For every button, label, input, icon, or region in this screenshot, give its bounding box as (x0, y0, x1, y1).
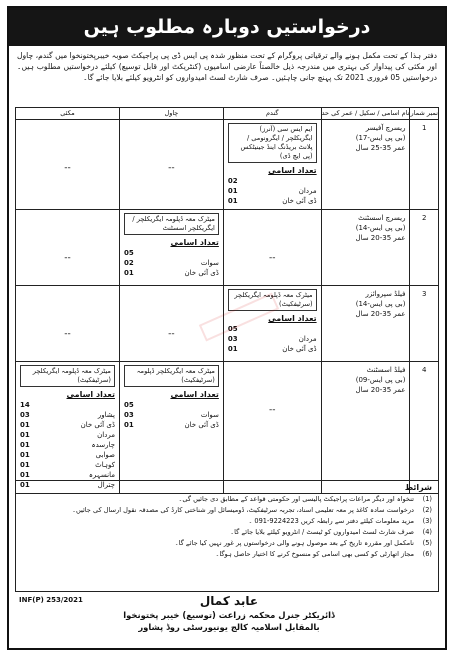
post-details (321, 120, 410, 210)
post-age: عمر 35-20 سال (355, 234, 406, 242)
condition-item (16, 494, 438, 505)
cell-kpk (223, 120, 321, 210)
district-name: صوابی (95, 451, 115, 459)
cell-kpk (223, 362, 321, 494)
condition-text: تنخواہ اور دیگر مراعات پراجیکٹ پالیسی اور حکومتی قواعد کے مطابق دی جائیں گی۔ (178, 495, 414, 503)
seat-count: 03 (123, 411, 134, 419)
condition-text: صرف شارٹ لسٹ امیدواروں کو ٹیسٹ / انٹرویو کیلئے بلایا جائے گا۔ (230, 527, 414, 536)
district-name: ڈی آئی خان (184, 269, 219, 277)
district-seat-row (20, 460, 115, 470)
district-seat-row (20, 410, 115, 420)
district-name: مانسہرہ (88, 471, 115, 479)
seat-count: 01 (227, 187, 238, 195)
seats-label: تعداد اسامی (268, 166, 317, 175)
intro-paragraph: دفتر ہذا کے تحت مکمل ہونے والے ترقیاتی پروگرام کے تحت منظور شدہ پی ایس ڈی پی پراجیکٹ صوبہ خیبرپختونخوا میں گندم، چاول اور مکئی کی پیداوار کی بہتری میں مندرجہ ذیل خالصتاً عارضی اسامیوں (کنٹریکٹ اور قابل توسیع) کیلئے درخواستیں مطلوب ہیں۔ درخواستیں 05 فروری 2021 تک پہنچ جانی چاہئیں۔ صرف شارٹ لسٹ امیدواروں کو انٹرویو کیلئے بلایا جائے گا۔ (17, 51, 437, 83)
condition-number: (2) (422, 505, 432, 514)
condition-text: درخواست سادہ کاغذ پر معہ تعلیمی اسناد، تجربہ سرٹیفکیٹ، ڈومیسائل اور شناختی کارڈ کی مصدقہ نقول ارسال کی جائیں۔ (72, 505, 414, 514)
seat-count: 05 (123, 401, 134, 409)
district-name: چترال (97, 481, 115, 489)
post-title: ریسرچ اسسٹنٹ (358, 214, 406, 222)
empty-cell-dash: -- (64, 329, 71, 339)
office-address: بالمقابل اسلامیہ کالج یونیورسٹی روڈ پشاور (138, 622, 320, 632)
district-seat-row (228, 334, 317, 344)
post-details (321, 286, 410, 362)
district-seat-row (228, 344, 317, 354)
district-seat-row (228, 176, 317, 186)
seat-count: 14 (20, 401, 30, 409)
district-name: کوہاٹ (95, 461, 115, 469)
seat-count: 02 (123, 259, 134, 267)
conditions-title: شرائط (404, 483, 432, 492)
cell-gen (119, 120, 223, 210)
qualification-box: میٹرک معہ ڈپلومہ ایگریکلچر (سرٹیفکیٹ) (20, 365, 115, 387)
district-name: سوات (200, 259, 219, 267)
district-seat-row (124, 258, 219, 268)
empty-cell-dash: -- (64, 253, 71, 263)
post-age: عمر 35-20 سال (355, 386, 406, 394)
district-seat-row (124, 400, 219, 410)
cell-swat (16, 362, 120, 494)
post-details (321, 210, 410, 286)
signatory-title: ڈائریکٹر جنرل محکمہ زراعت (توسیع) خیبر پختونخوا (123, 610, 335, 620)
table-row (16, 362, 439, 494)
seat-count: 01 (20, 431, 30, 439)
table-row (16, 210, 439, 286)
condition-number: (1) (422, 495, 432, 503)
seat-count: 01 (227, 345, 238, 353)
district-name: ڈی آئی خان (184, 421, 219, 429)
header-rice: چاول (119, 108, 223, 120)
condition-item (16, 549, 438, 560)
header-serial: نمبر شمار (410, 108, 439, 120)
district-seat-row (124, 248, 219, 258)
conditions-box (15, 480, 439, 592)
seat-count: 01 (20, 471, 30, 479)
condition-number: (6) (422, 549, 432, 558)
district-name: چارسدہ (91, 441, 115, 449)
seats-label: تعداد اسامی (170, 238, 219, 247)
cell-kpk (223, 210, 321, 286)
page-title: درخواستیں دوبارہ مطلوب ہیں (9, 8, 445, 46)
seat-count: 01 (20, 481, 30, 489)
empty-cell-dash: -- (268, 253, 276, 263)
empty-cell-dash: -- (268, 405, 276, 415)
post-title: ریسرچ آفیسر (365, 124, 406, 132)
post-age: عمر 35-25 سال (355, 144, 406, 152)
seats-label: تعداد اسامی (66, 390, 115, 399)
seat-count: 01 (20, 421, 30, 429)
district-name: مردان (298, 335, 317, 343)
condition-item (16, 538, 438, 549)
district-name: ڈی آئی خان (282, 197, 317, 205)
empty-cell-dash: -- (64, 163, 71, 173)
seat-count: 01 (123, 421, 134, 429)
signatory-name: عابد کمال (199, 594, 259, 608)
cell-swat (16, 210, 120, 286)
condition-item (16, 516, 438, 527)
post-age: عمر 35-20 سال (355, 310, 406, 318)
seat-count: 03 (227, 335, 238, 343)
seat-count: 01 (227, 197, 238, 205)
post-title: فیلڈ اسسٹنٹ (366, 366, 406, 374)
seat-count: 01 (20, 441, 30, 449)
district-name: ڈی آئی خان (282, 345, 317, 353)
seat-count: 01 (123, 269, 134, 277)
post-scale: (بی پی ایس-17) (355, 134, 406, 142)
condition-text: مجاز اتھارٹی کو کسی بھی اسامی کو منسوخ کرنے کا اختیار حاصل ہوگا۔ (215, 549, 414, 558)
header-maize: مکئی (16, 108, 120, 120)
condition-text: نامکمل اور مقررہ تاریخ کے بعد موصول ہونے والی درخواستوں پر غور نہیں کیا جائے گا۔ (174, 538, 414, 547)
header-wheat: گندم (223, 108, 321, 120)
district-seat-row (20, 430, 115, 440)
cell-gen (119, 362, 223, 494)
district-seat-row (20, 470, 115, 480)
seat-count: 01 (20, 451, 30, 459)
table-row (16, 120, 439, 210)
district-seat-row (20, 450, 115, 460)
signature-block (69, 593, 389, 633)
condition-item (16, 527, 438, 538)
seat-count: 01 (20, 461, 30, 469)
qualification-box: میٹرک معہ ایگریکلچر ڈپلومہ (سرٹیفکیٹ) (124, 365, 219, 387)
district-name: سوات (200, 411, 219, 419)
district-name: مردان (97, 431, 115, 439)
district-seat-row (124, 268, 219, 278)
post-scale: (بی پی ایس-14) (355, 300, 406, 308)
post-scale: (بی پی ایس-09) (355, 376, 406, 384)
post-details (321, 362, 410, 494)
seats-label: تعداد اسامی (170, 390, 219, 399)
qualification-box: میٹرک معہ ڈپلومہ ایگریکلچر (سرٹیفکیٹ) (228, 289, 317, 311)
reference-number: INF(P) 253/2021 (19, 596, 83, 604)
district-name: مردان (298, 187, 317, 195)
seat-count: 02 (227, 177, 238, 185)
post-scale: (بی پی ایس-14) (355, 224, 406, 232)
post-title: فیلڈ سپروائزر (365, 290, 406, 298)
district-seat-row (20, 400, 115, 410)
vacancy-table (15, 107, 439, 494)
seat-count: 05 (227, 325, 238, 333)
condition-text: مزید معلومات کیلئے دفتر سے رابطہ کریں 9224223-091 ۔ (248, 516, 414, 525)
condition-item (16, 505, 438, 516)
header-post: نام اسامی / سکیل / عمر کی حد (321, 108, 410, 120)
district-seat-row (228, 186, 317, 196)
serial-number: 1 (410, 120, 439, 210)
district-seat-row (124, 410, 219, 420)
condition-number: (5) (422, 538, 432, 547)
qualification-box: ایم ایس سی (آنرز) ایگریکلچر / ایگرونومی / پلانٹ بریڈنگ اینڈ جینیٹکس (پی ایچ ڈی) (228, 123, 317, 163)
cell-gen (119, 210, 223, 286)
district-name: ڈی آئی خان (80, 421, 115, 429)
cell-swat (16, 120, 120, 210)
serial-number: 4 (410, 362, 439, 494)
empty-cell-dash: -- (168, 329, 175, 339)
cell-swat (16, 286, 120, 362)
district-name: پشاور (97, 411, 115, 419)
district-seat-row (20, 420, 115, 430)
condition-number: (4) (422, 527, 432, 536)
serial-number: 3 (410, 286, 439, 362)
seats-label: تعداد اسامی (268, 314, 317, 323)
advertisement-page (7, 6, 447, 650)
empty-cell-dash: -- (168, 163, 175, 173)
district-seat-row (20, 440, 115, 450)
condition-number: (3) (422, 516, 432, 525)
district-seat-row (124, 420, 219, 430)
district-seat-row (228, 196, 317, 206)
seat-count: 05 (123, 249, 134, 257)
qualification-box: میٹرک معہ ڈپلومہ ایگریکلچر / ایگریکلچر اسسٹنٹ (124, 213, 219, 235)
serial-number: 2 (410, 210, 439, 286)
seat-count: 03 (20, 411, 30, 419)
